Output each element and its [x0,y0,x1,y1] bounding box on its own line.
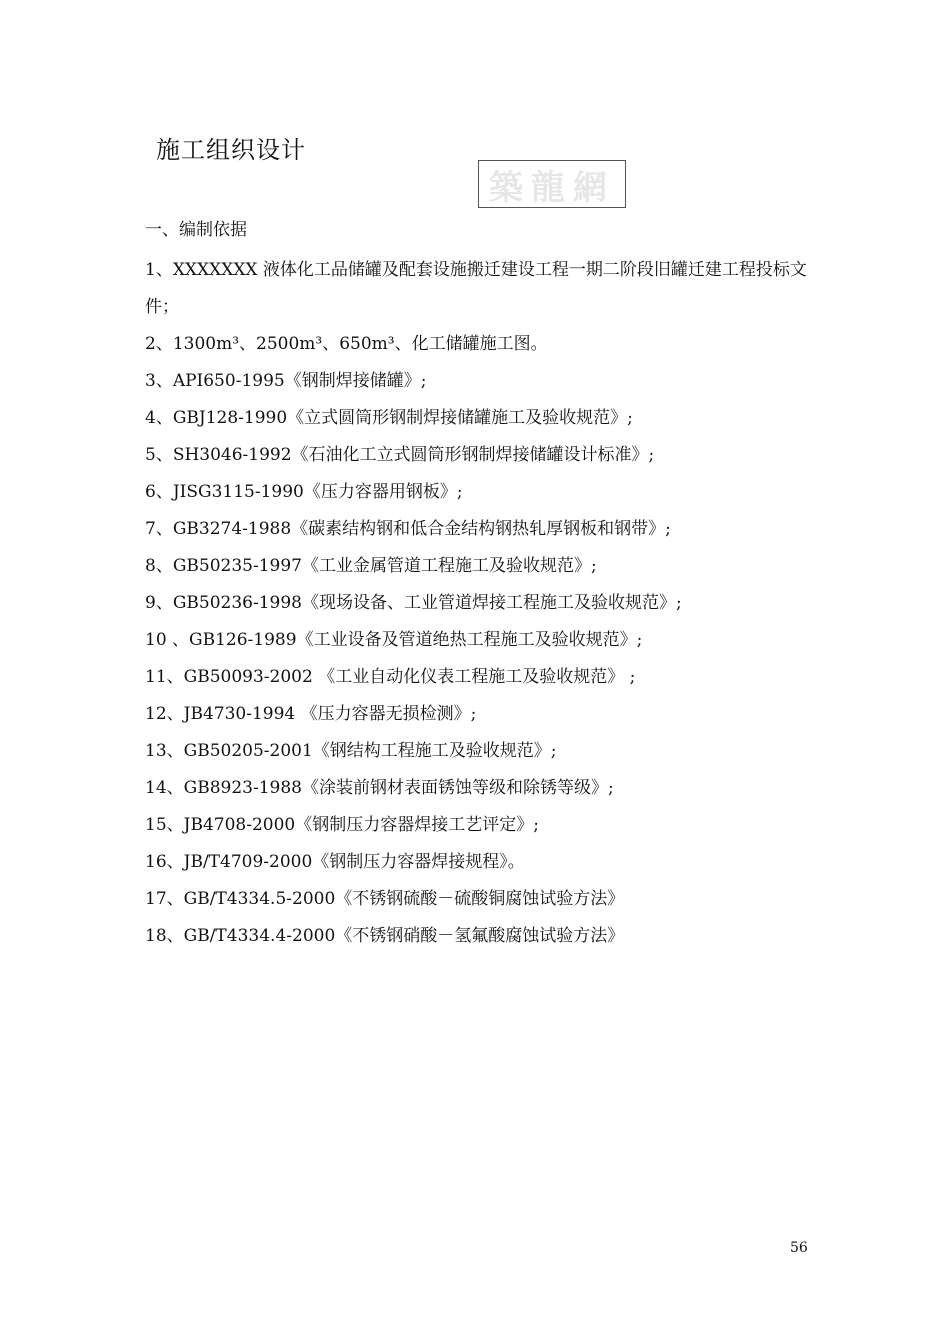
reference-list [145,252,810,955]
reference-item: 12、JB4730-1994 《压力容器无损检测》; [145,704,477,724]
document-title: 施工组织设计 [156,136,306,164]
reference-item: 8、GB50235-1997《工业金属管道工程施工及验收规范》; [145,556,597,576]
reference-item: 15、JB4708-2000《钢制压力容器焊接工艺评定》; [145,815,539,835]
reference-item: 18、GB/T4334.4-2000《不锈钢硝酸－氢氟酸腐蚀试验方法》 [145,926,625,946]
page-number: 56 [790,1240,808,1256]
watermark-stamp-text: 築龍網 [489,167,615,208]
reference-item: 11、GB50093-2002 《工业自动化仪表工程施工及验收规范》 ; [145,667,636,687]
reference-item: 1、XXXXXXX 液体化工品储罐及配套设施搬迁建设工程一期二阶段旧罐迁建工程投标文件； [145,260,807,317]
reference-item: 16、JB/T4709-2000《钢制压力容器焊接规程》。 [145,852,525,872]
reference-item: 7、GB3274-1988《碳素结构钢和低合金结构钢热轧厚钢板和钢带》; [145,519,671,539]
reference-item: 6、JISG3115-1990《压力容器用钢板》; [145,482,463,502]
reference-item: 2、1300m³、2500m³、650m³、化工储罐施工图。 [145,334,548,354]
reference-item: 17、GB/T4334.5-2000《不锈钢硫酸－硫酸铜腐蚀试验方法》 [145,889,625,909]
reference-item: 5、SH3046-1992《石油化工立式圆筒形钢制焊接储罐设计标准》; [145,445,655,465]
reference-item: 13、GB50205-2001《钢结构工程施工及验收规范》; [145,741,557,761]
watermark-stamp [478,160,626,208]
reference-item: 4、GBJ128-1990《立式圆筒形钢制焊接储罐施工及验收规范》; [145,408,633,428]
reference-item: 10 、GB126-1989《工业设备及管道绝热工程施工及验收规范》; [145,630,643,650]
reference-item: 9、GB50236-1998《现场设备、工业管道焊接工程施工及验收规范》; [145,593,682,613]
reference-item: 14、GB8923-1988《涂装前钢材表面锈蚀等级和除锈等级》; [145,778,614,798]
section-heading: 一、编制依据 [145,220,247,240]
reference-item: 3、API650-1995《钢制焊接储罐》; [145,371,427,391]
